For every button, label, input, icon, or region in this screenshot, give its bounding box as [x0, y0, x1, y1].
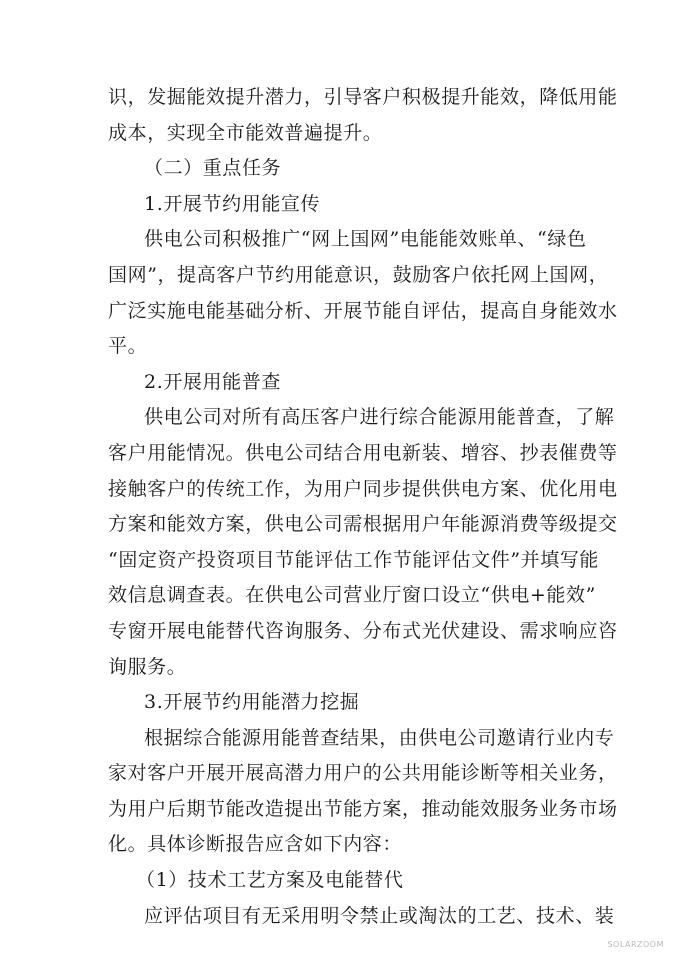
paragraph-line: 化。具体诊断报告应含如下内容： [108, 833, 403, 856]
paragraph-line: 供电公司积极推广“网上国网”电能能效账单、“绿色 [144, 228, 587, 251]
paragraph-line: 成本，实现全市能效普遍提升。 [108, 121, 383, 144]
paragraph-line: 识，发掘能效提升潜力，引导客户积极提升能效，降低用能 [108, 86, 618, 108]
paragraph-line: 接触客户的传统工作，为用户同步提供供电方案、优化用电 [108, 477, 618, 500]
paragraph-line: 广泛实施电能基础分析、开展节能自评估，提高自身能效水 [108, 299, 618, 322]
watermark: SOLARZOOM [607, 940, 664, 949]
paragraph-line: 供电公司对所有高压客户进行综合能源用能普查，了解 [144, 406, 615, 429]
item-heading: （1）技术工艺方案及电能替代 [136, 869, 404, 892]
paragraph-line: 应评估项目有无采用明令禁止或淘汰的工艺、技术、装 [144, 904, 615, 927]
paragraph-line: 客户用能情况。供电公司结合用电新装、增容、抄表催费等 [108, 441, 618, 464]
subsection-heading: 3.开展节约用能潜力挖掘 [144, 691, 360, 714]
document-body [108, 84, 618, 938]
section-heading: （二）重点任务 [144, 157, 282, 180]
paragraph-line: 询服务。 [108, 655, 187, 678]
paragraph-line: 家对客户开展开展高潜力用户的公共用能诊断等相关业务， [108, 762, 618, 785]
paragraph-line: 专窗开展电能替代咨询服务、分布式光伏建设、需求响应咨 [108, 619, 618, 642]
subsection-heading: 1.开展节约用能宣传 [144, 192, 321, 215]
paragraph-line: 为用户后期节能改造提出节能方案，推动能效服务业务市场 [108, 797, 618, 820]
paragraph-line: 效信息调查表。在供电公司营业厅窗口设立“供电+能效” [108, 584, 596, 607]
paragraph-line: 国网”，提高客户节约用能意识，鼓励客户依托网上国网， [108, 263, 609, 286]
paragraph-line: 平。 [108, 335, 148, 358]
subsection-heading: 2.开展用能普查 [144, 370, 281, 393]
paragraph-line: 根据综合能源用能普查结果，由供电公司邀请行业内专 [144, 726, 615, 749]
paragraph-line: “固定资产投资项目节能评估工作节能评估文件”并填写能 [108, 548, 600, 571]
paragraph-line: 方案和能效方案，供电公司需根据用户年能源消费等级提交 [108, 513, 618, 536]
